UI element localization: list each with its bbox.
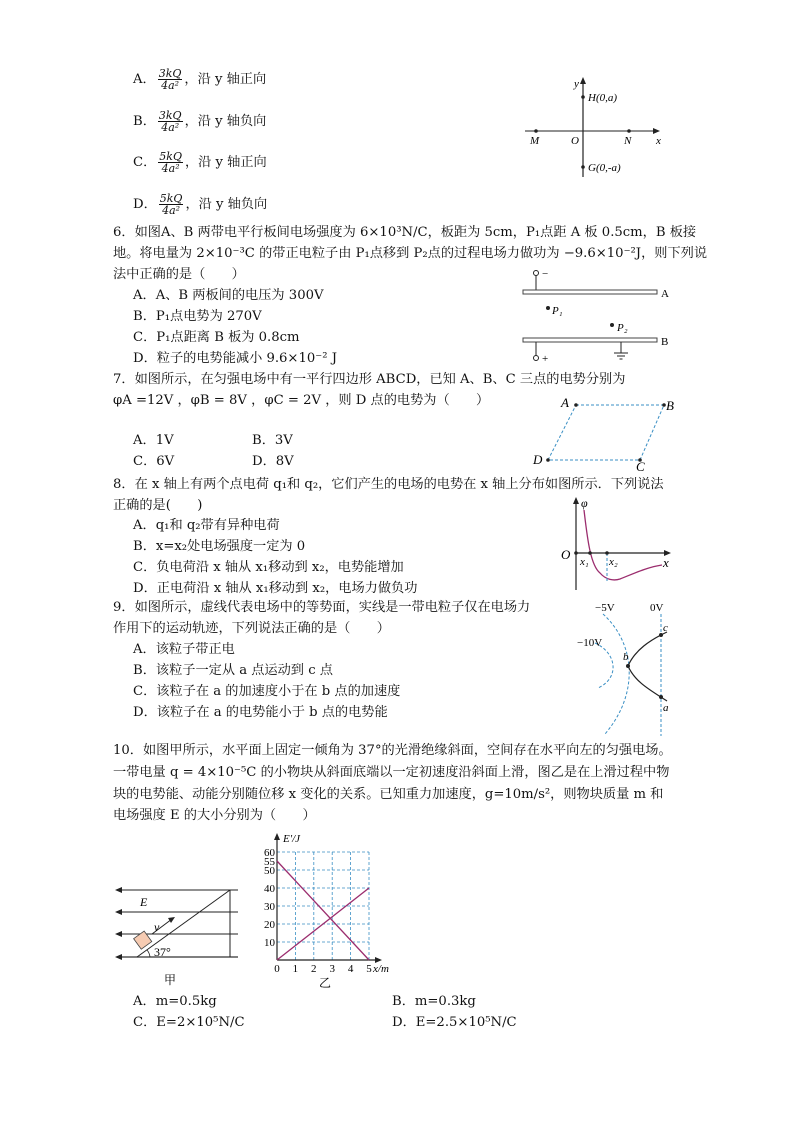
0v-label: 0V (650, 602, 664, 614)
fraction: $\frac{5kQ}{\text{4a²}}$ (159, 150, 182, 175)
q8-option-b[interactable]: B．x=x₂处电场强度一定为 0 (133, 539, 306, 554)
x-axis-label: x (656, 135, 661, 147)
q5-axes-figure (520, 75, 670, 180)
x1-label: x₁ (580, 556, 589, 568)
q6-stem: 6．如图A、B 两带电平行板间电场强度为 6×10³N/C，板距为 5cm，P₁点距 A 板 0.5cm，B 板接 (113, 225, 697, 240)
q5-option-d[interactable]: D． $\frac{5kQ}{\text{4a²}}$ ，沿 y 轴负向 (133, 192, 268, 217)
fraction: $\frac{5kQ}{\text{4a²}}$ (159, 192, 183, 217)
vertex-c-label: C (636, 459, 645, 474)
q10-option-d[interactable]: D．E=2.5×10⁵N/C (392, 1015, 517, 1030)
y-axis-label: y (574, 78, 579, 90)
fraction: $\frac{3kQ}{\text{4a²}}$ (158, 67, 182, 92)
point-a-label: a (663, 702, 669, 714)
q10-option-c[interactable]: C．E=2×10⁵N/C (133, 1015, 245, 1030)
plus-terminal-label: + (542, 353, 549, 365)
y-axis-label: E'/J (283, 833, 301, 845)
x-tick: 4 (347, 963, 354, 975)
velocity-label: v (154, 920, 160, 934)
q7-option-d[interactable]: D．8V (252, 454, 294, 469)
vertex-b-label: B (666, 398, 674, 413)
x-tick: 5 (366, 963, 372, 975)
x-axis-label: x (663, 555, 669, 570)
angle-label: 37° (154, 945, 171, 959)
y-tick: 50 (264, 865, 275, 877)
minus-terminal-label: − (542, 268, 549, 280)
phi-axis-label: φ (581, 496, 588, 510)
point-n-label: N (624, 135, 632, 147)
plate-a-label: A (661, 288, 669, 300)
q7-option-c[interactable]: C．6V (133, 454, 175, 469)
increasing-energy-line (277, 888, 369, 960)
x-tick: 0 (274, 963, 280, 975)
q5-option-b[interactable]: B． $\frac{3kQ}{\text{4a²}}$ ，沿 y 轴负向 (133, 109, 267, 134)
y-tick: 60 (264, 847, 275, 859)
q9-stem: 9．如图所示，虚线代表电场中的等势面，实线是一带电粒子仅在电场力 (113, 600, 531, 615)
y-tick: 30 (264, 901, 275, 913)
q8-option-a[interactable]: A．q₁和 q₂带有异种电荷 (133, 518, 280, 533)
x-tick: 1 (292, 963, 299, 975)
minus-10v-label: −10V (577, 637, 603, 649)
figure-jia-caption: 甲 (164, 973, 177, 987)
y-tick: 20 (264, 919, 275, 931)
x2-label: x₂ (609, 556, 618, 568)
q6-option-b[interactable]: B．P₁点电势为 270V (133, 309, 262, 324)
point-b-label: b (623, 651, 629, 663)
x-axis-label: x/m (373, 963, 389, 975)
q6-option-c[interactable]: C．P₁点距离 B 板为 0.8cm (133, 330, 300, 345)
figure-yi-caption: 乙 (318, 976, 332, 990)
q7-parallelogram-figure (528, 392, 688, 472)
q5-option-c[interactable]: C． $\frac{5kQ}{\text{4a²}}$ ，沿 y 轴正向 (133, 150, 267, 175)
q9-option-d[interactable]: D．该粒子在 a 的电势能小于 b 点的电势能 (133, 705, 388, 720)
q5-option-a[interactable]: A． $\frac{3kQ}{\text{4a²}}$ ，沿 y 轴正向 (133, 67, 267, 92)
vertex-a-label: A (561, 395, 569, 410)
q7-option-a[interactable]: A．1V (133, 433, 174, 448)
q6-option-d[interactable]: D．粒子的电势能减小 9.6×10⁻² J (133, 351, 337, 366)
minus-5v-label: −5V (595, 602, 615, 614)
q7-option-b[interactable]: B．3V (252, 433, 293, 448)
q10-stem: 一带电量 q = 4×10⁻⁵C 的小物块从斜面底端以一定初速度沿斜面上滑，图乙是在上滑过程中物 (113, 765, 670, 780)
q6-stem: 法中正确的是（ ） (113, 267, 245, 282)
p1-label: P₁ (552, 305, 563, 317)
q6-plates-figure (518, 268, 688, 368)
field-e-label: E (140, 895, 148, 909)
q8-potential-figure (550, 495, 680, 600)
q8-stem: 正确的是( ) (113, 498, 203, 513)
q10-energy-chart (255, 830, 405, 990)
origin-label: O (561, 547, 571, 562)
q9-stem: 作用下的运动轨迹，下列说法正确的是（ ） (113, 621, 390, 636)
q10-option-a[interactable]: A．m=0.5kg (133, 994, 217, 1009)
x-tick: 3 (329, 963, 335, 975)
q8-option-c[interactable]: C．负电荷沿 x 轴从 x₁移动到 x₂，电势能增加 (133, 560, 404, 575)
y-tick: 10 (264, 937, 275, 949)
q8-option-d[interactable]: D．正电荷沿 x 轴从 x₁移动到 x₂，电场力做负功 (133, 581, 418, 596)
q6-stem: 地。将电量为 2×10⁻³C 的带正电粒子由 P₁点移到 P₂点的过程电场力做功为 −9.6×10⁻²J，则下列说 (113, 246, 708, 261)
decreasing-energy-line (277, 861, 369, 960)
y-tick: 40 (264, 883, 275, 895)
x-tick: 2 (311, 963, 317, 975)
q10-stem: 电场强度 E 的大小分别为（ ） (113, 808, 316, 823)
q7-stem: φA =12V ，φB = 8V ，φC = 2V ，则 D 点的电势为（ ） (113, 393, 490, 408)
q10-option-b[interactable]: B．m=0.3kg (392, 994, 476, 1009)
q10-incline-figure (112, 880, 242, 990)
point-h-label: H(0,a) (588, 92, 618, 104)
point-c-label: c (663, 622, 668, 634)
vertex-d-label: D (533, 452, 543, 467)
p2-label: P₂ (617, 322, 628, 334)
point-g-label: G(0,-a) (588, 162, 621, 174)
y-tick: 55 (264, 856, 275, 868)
q9-option-b[interactable]: B．该粒子一定从 a 点运动到 c 点 (133, 663, 333, 678)
q8-stem: 8．在 x 轴上有两个点电荷 q₁和 q₂，它们产生的电场的电势在 x 轴上分布如图所示．下列说法 (113, 477, 664, 492)
q10-stem: 块的电势能、动能分别随位移 x 变化的关系。已知重力加速度，g=10m/s²，则物块质量 m 和 (113, 787, 664, 802)
origin-label: O (571, 135, 579, 147)
q9-equipotential-figure (565, 598, 690, 738)
q7-stem: 7．如图所示，在匀强电场中有一平行四边形 ABCD，已知 A、B、C 三点的电势分别为 (113, 372, 626, 387)
q6-option-a[interactable]: A．A、B 两板间的电压为 300V (133, 288, 324, 303)
q9-option-c[interactable]: C．该粒子在 a 的加速度小于在 b 点的加速度 (133, 684, 401, 699)
plate-b-label: B (661, 336, 669, 348)
fraction: $\frac{3kQ}{\text{4a²}}$ (158, 109, 182, 134)
q10-stem: 10．如图甲所示，水平面上固定一倾角为 37°的光滑绝缘斜面，空间存在水平向左的匀强电场。 (113, 743, 672, 758)
q9-option-a[interactable]: A．该粒子带正电 (133, 642, 235, 657)
point-m-label: M (530, 135, 540, 147)
